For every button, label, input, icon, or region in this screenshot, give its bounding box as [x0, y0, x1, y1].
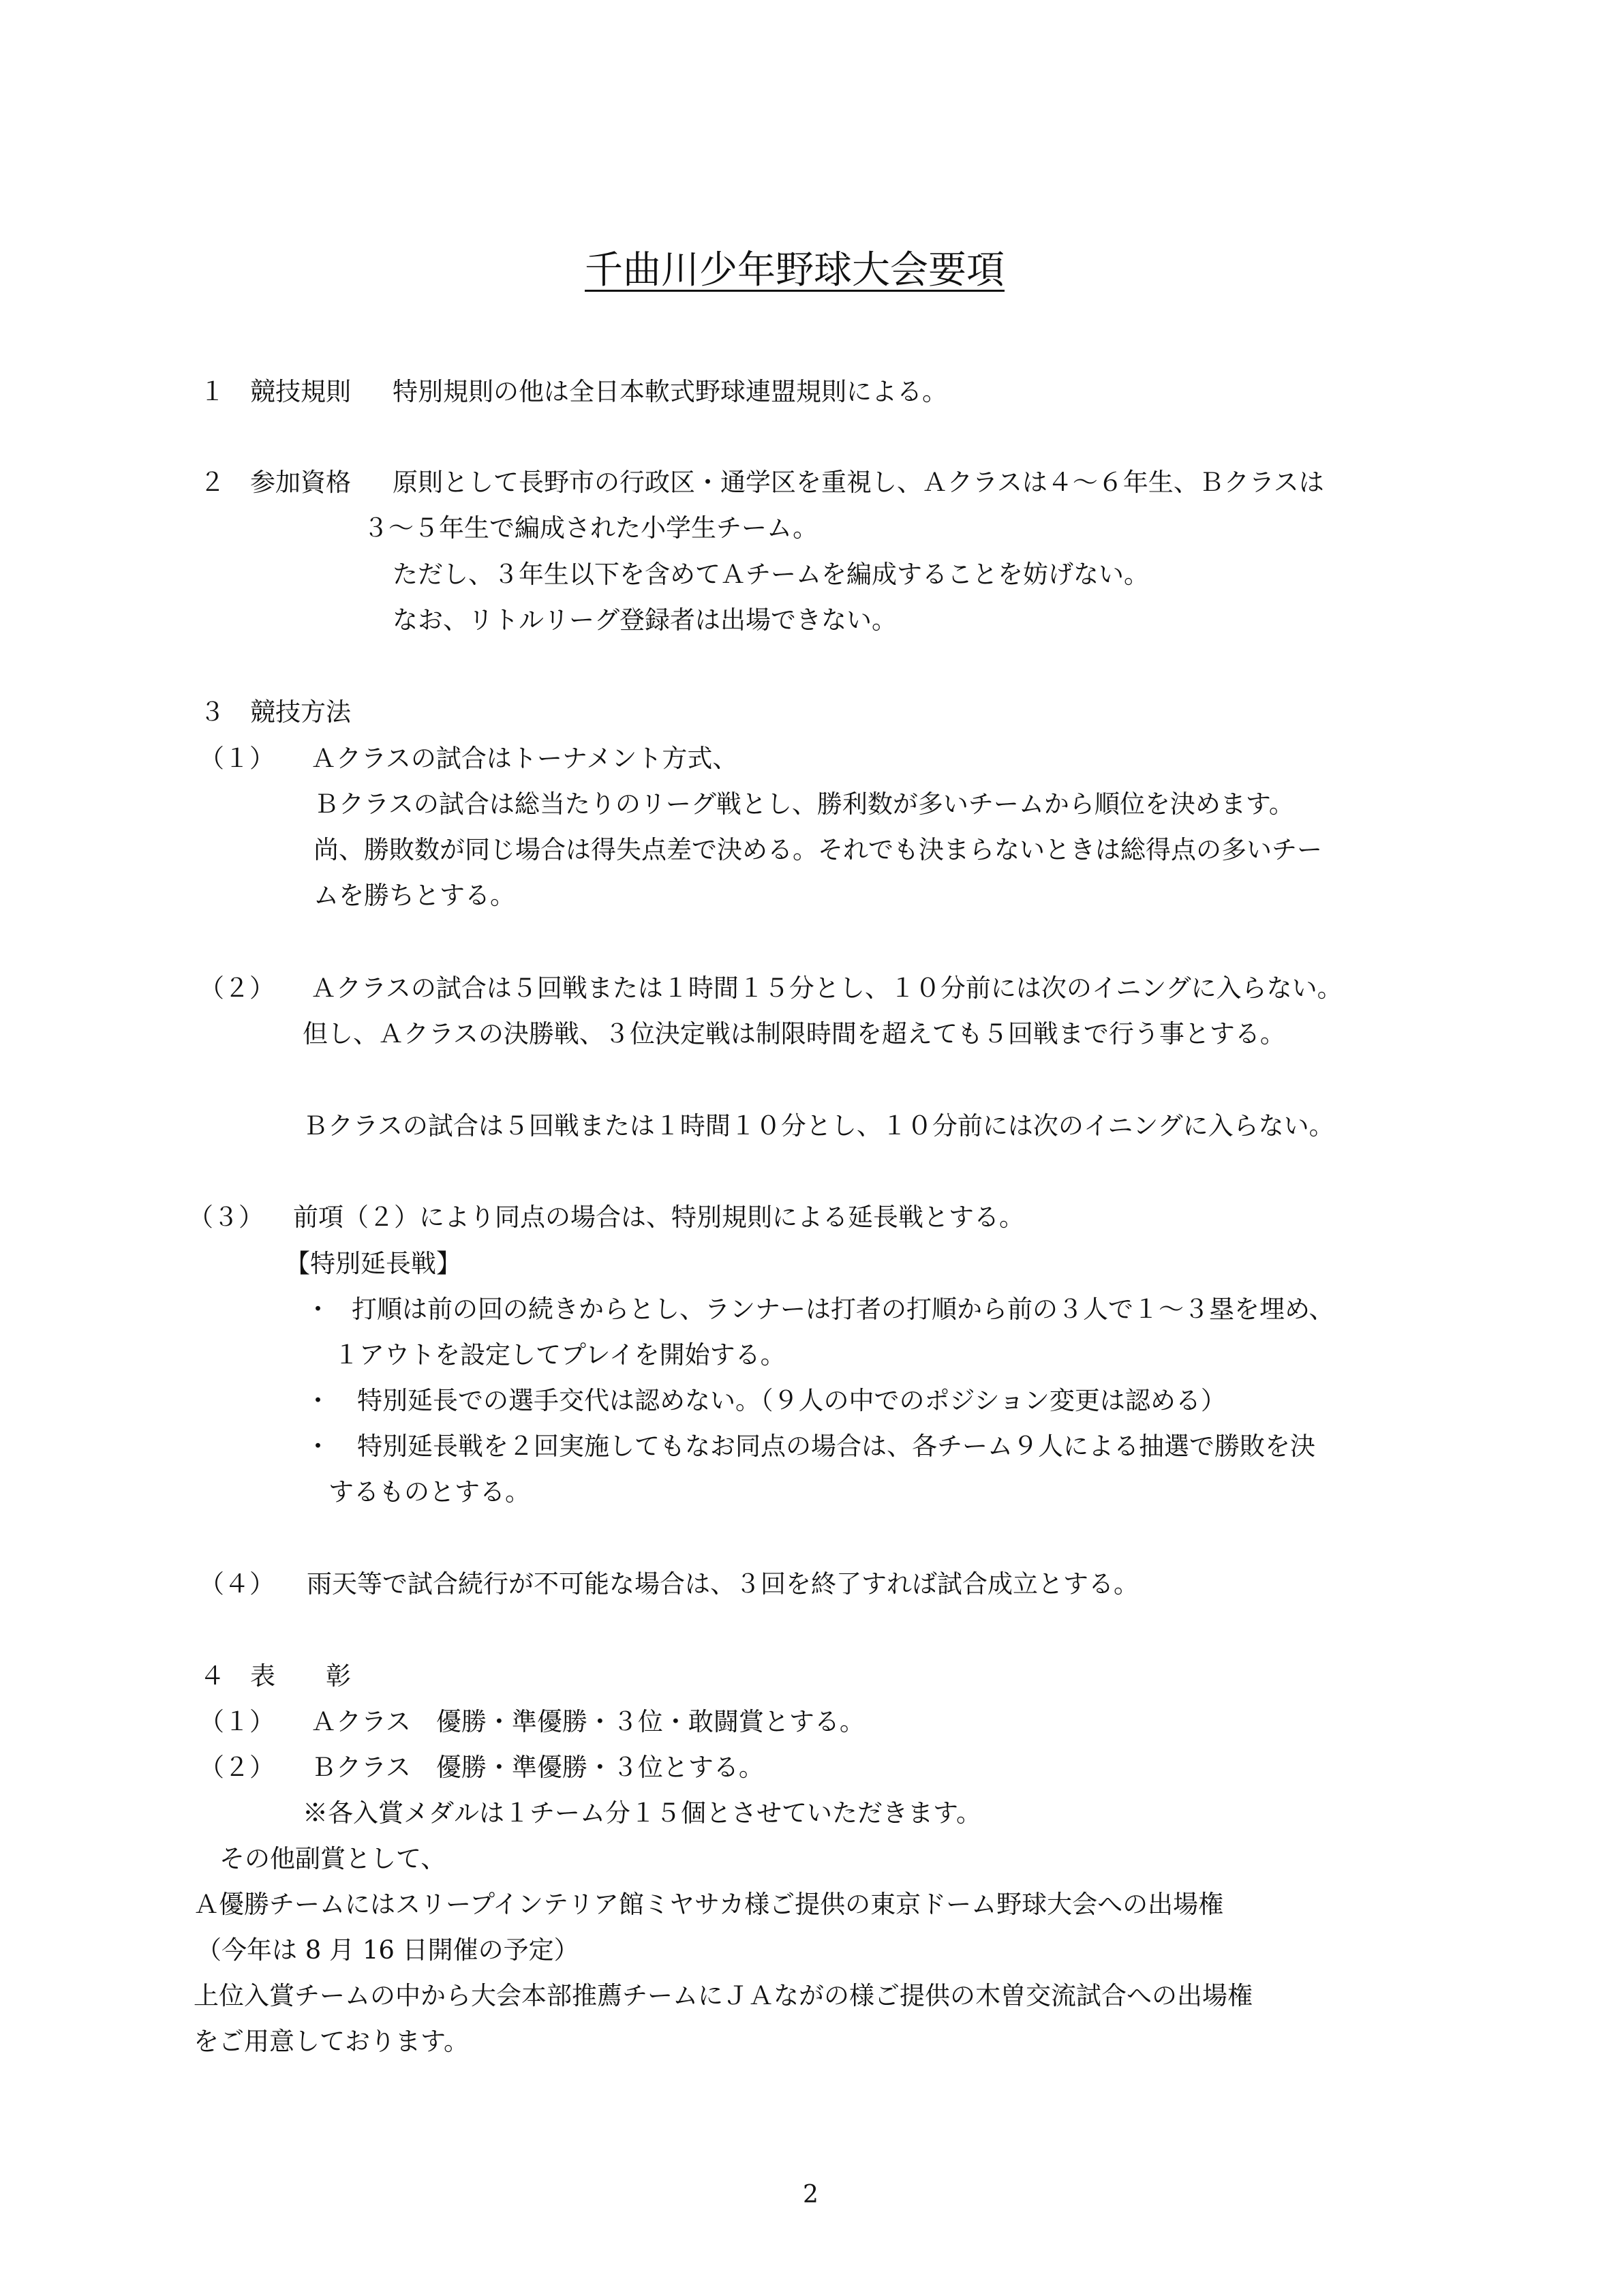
- section-2-heading: 参加資格: [250, 468, 351, 497]
- section-3-number: ３: [200, 697, 225, 727]
- section-3-item-1-line-4: ムを勝ちとする。: [313, 881, 515, 910]
- extra-prize-line-4: をご用意しております。: [194, 2027, 470, 2056]
- bullet-1-marker: ・: [305, 1295, 331, 1324]
- section-3-item-1-line-3: 尚、勝敗数が同じ場合は得失点差で決める。それでも決まらないときは総得点の多いチー: [313, 835, 1322, 864]
- bullet-3-marker: ・: [305, 1432, 331, 1461]
- section-2-number: ２: [200, 468, 225, 497]
- section-3-item-4-line-1: 雨天等で試合続行が不可能な場合は、３回を終了すれば試合成立とする。: [307, 1569, 1139, 1599]
- section-4-item-2-label: （２）: [199, 1753, 275, 1782]
- section-4-number: ４: [200, 1661, 225, 1691]
- section-3-item-2-line-3: Ｂクラスの試合は５回戦または１時間１０分とし、１０分前には次のイニングに入らない。: [303, 1111, 1334, 1141]
- section-3-item-4-label: （４）: [199, 1569, 275, 1599]
- section-3-item-1-line-2: Ｂクラスの試合は総当たりのリーグ戦とし、勝利数が多いチームから順位を決めます。: [313, 789, 1294, 819]
- document-title: 千曲川少年野球大会要項: [585, 248, 1005, 292]
- medal-note: ※各入賞メダルは１チーム分１５個とさせていただきます。: [303, 1798, 982, 1828]
- special-extension-heading: 【特別延長戦】: [285, 1249, 461, 1278]
- section-2-line-1: 原則として長野市の行政区・通学区を重視し、Ａクラスは４～６年生、Ｂクラスは: [393, 468, 1324, 497]
- bullet-3-line-2: するものとする。: [328, 1477, 530, 1507]
- section-1-text: 特別規則の他は全日本軟式野球連盟規則による。: [393, 377, 947, 406]
- section-2-line-3: ただし、３年生以下を含めてＡチームを編成することを妨げない。: [393, 560, 1149, 589]
- section-3-item-1-line-1: Ａクラスの試合はトーナメント方式、: [311, 744, 738, 773]
- section-2-line-2: ３～５年生で編成された小学生チーム。: [363, 513, 818, 543]
- bullet-1-line-2: １アウトを設定してプレイを開始する。: [334, 1340, 786, 1370]
- section-3-heading: 競技方法: [250, 697, 351, 727]
- extra-prize-line-2: （今年は 8 月 16 日開催の予定）: [196, 1935, 579, 1965]
- extra-prize-line-1: Ａ優勝チームにはスリープインテリア館ミヤサカ様ご提供の東京ドーム野球大会への出場権: [194, 1890, 1224, 1919]
- extra-prize-intro: その他副賞として、: [219, 1844, 446, 1873]
- section-1-number: １: [200, 377, 225, 406]
- section-3-item-3-label: （３）: [188, 1203, 264, 1232]
- bullet-2-marker: ・: [305, 1386, 331, 1415]
- bullet-1-line-1: 打順は前の回の続きからとし、ランナーは打者の打順から前の３人で１～３塁を埋め、: [352, 1295, 1334, 1324]
- section-3-item-2-line-2: 但し、Ａクラスの決勝戦、３位決定戦は制限時間を超えても５回戦まで行う事とする。: [303, 1019, 1285, 1048]
- bullet-3-line-1: 特別延長戦を２回実施してもなお同点の場合は、各チーム９人による抽選で勝敗を決: [357, 1432, 1315, 1461]
- section-4-heading: 表 彰: [250, 1661, 351, 1691]
- section-3-item-1-label: （１）: [199, 744, 275, 773]
- section-3-item-2-label: （２）: [199, 973, 275, 1003]
- section-4-item-1-text: Ａクラス 優勝・準優勝・３位・敢闘賞とする。: [311, 1707, 865, 1736]
- page-number: 2: [803, 2181, 818, 2209]
- section-2-line-4: なお、リトルリーグ登録者は出場できない。: [393, 605, 897, 635]
- section-3-item-3-line-1: 前項（２）により同点の場合は、特別規則による延長戦とする。: [293, 1203, 1024, 1232]
- bullet-2-line-1: 特別延長での選手交代は認めない。（９人の中でのポジション変更は認める）: [357, 1386, 1226, 1415]
- section-4-item-1-label: （１）: [199, 1707, 275, 1736]
- extra-prize-line-3: 上位入賞チームの中から大会本部推薦チームにＪＡながの様ご提供の木曽交流試合への出場権: [194, 1981, 1253, 2010]
- section-3-item-2-line-1: Ａクラスの試合は５回戦または１時間１５分とし、１０分前には次のイニングに入らない。: [311, 973, 1343, 1003]
- section-4-item-2-text: Ｂクラス 優勝・準優勝・３位とする。: [311, 1753, 764, 1782]
- section-1-heading: 競技規則: [250, 377, 351, 406]
